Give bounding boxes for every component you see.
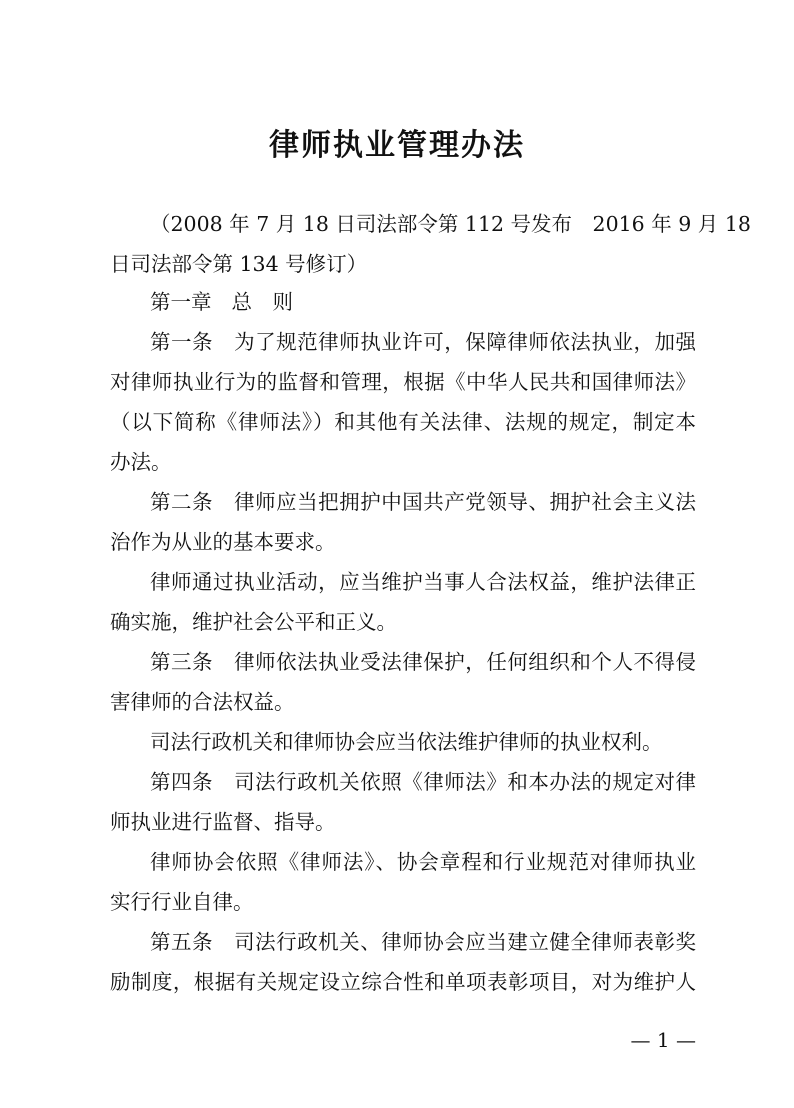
document-title: 律师执业管理办法 [269, 128, 525, 163]
article-3-line-2: 害律师的合法权益。 [110, 690, 295, 714]
article-2-para-2-line-1: 律师通过执业活动，应当维护当事人合法权益，维护法律正 [150, 570, 696, 594]
article-1-line-3: （以下简称《律师法》）和其他有关法律、法规的规定，制定本 [110, 410, 696, 434]
chapter-number: 第一章 [150, 290, 212, 314]
article-4-line-1: 第四条 司法行政机关依照《律师法》和本办法的规定对律 [150, 770, 696, 794]
article-4-para-2-line-2: 实行行业自律。 [110, 890, 254, 914]
article-3-line-1: 第三条 律师依法执业受法律保护，任何组织和个人不得侵 [150, 650, 696, 674]
article-2-line-2: 治作为从业的基本要求。 [110, 530, 336, 554]
article-1-line-4: 办法。 [110, 450, 172, 474]
article-3-para-2: 司法行政机关和律师协会应当依法维护律师的执业权利。 [150, 730, 663, 754]
article-4-line-2: 师执业进行监督、指导。 [110, 810, 336, 834]
article-2-para-2-line-2: 确实施，维护社会公平和正义。 [110, 610, 397, 634]
issuance-note-line-1: （2008 年 7 月 18 日司法部令第 112 号发布 2016 年 9 月 18 [150, 212, 751, 236]
issuance-note-line-2: 日司法部令第 134 号修订） [110, 252, 368, 276]
chapter-heading [110, 282, 696, 322]
article-1-line-1: 第一条 为了规范律师执业许可，保障律师依法执业，加强 [150, 330, 696, 354]
article-5-line-2: 励制度，根据有关规定设立综合性和单项表彰项目，对为维护人 [110, 970, 696, 994]
article-1-line-2: 对律师执业行为的监督和管理，根据《中华人民共和国律师法》 [110, 370, 696, 394]
article-4-para-2-line-1: 律师协会依照《律师法》、协会章程和行业规范对律师执业 [150, 850, 696, 874]
article-2-line-1: 第二条 律师应当把拥护中国共产党领导、拥护社会主义法 [150, 490, 696, 514]
page-number: — 1 — [630, 1028, 696, 1052]
chapter-name: 总 则 [231, 290, 293, 314]
article-5-line-1: 第五条 司法行政机关、律师协会应当建立健全律师表彰奖 [150, 930, 696, 954]
